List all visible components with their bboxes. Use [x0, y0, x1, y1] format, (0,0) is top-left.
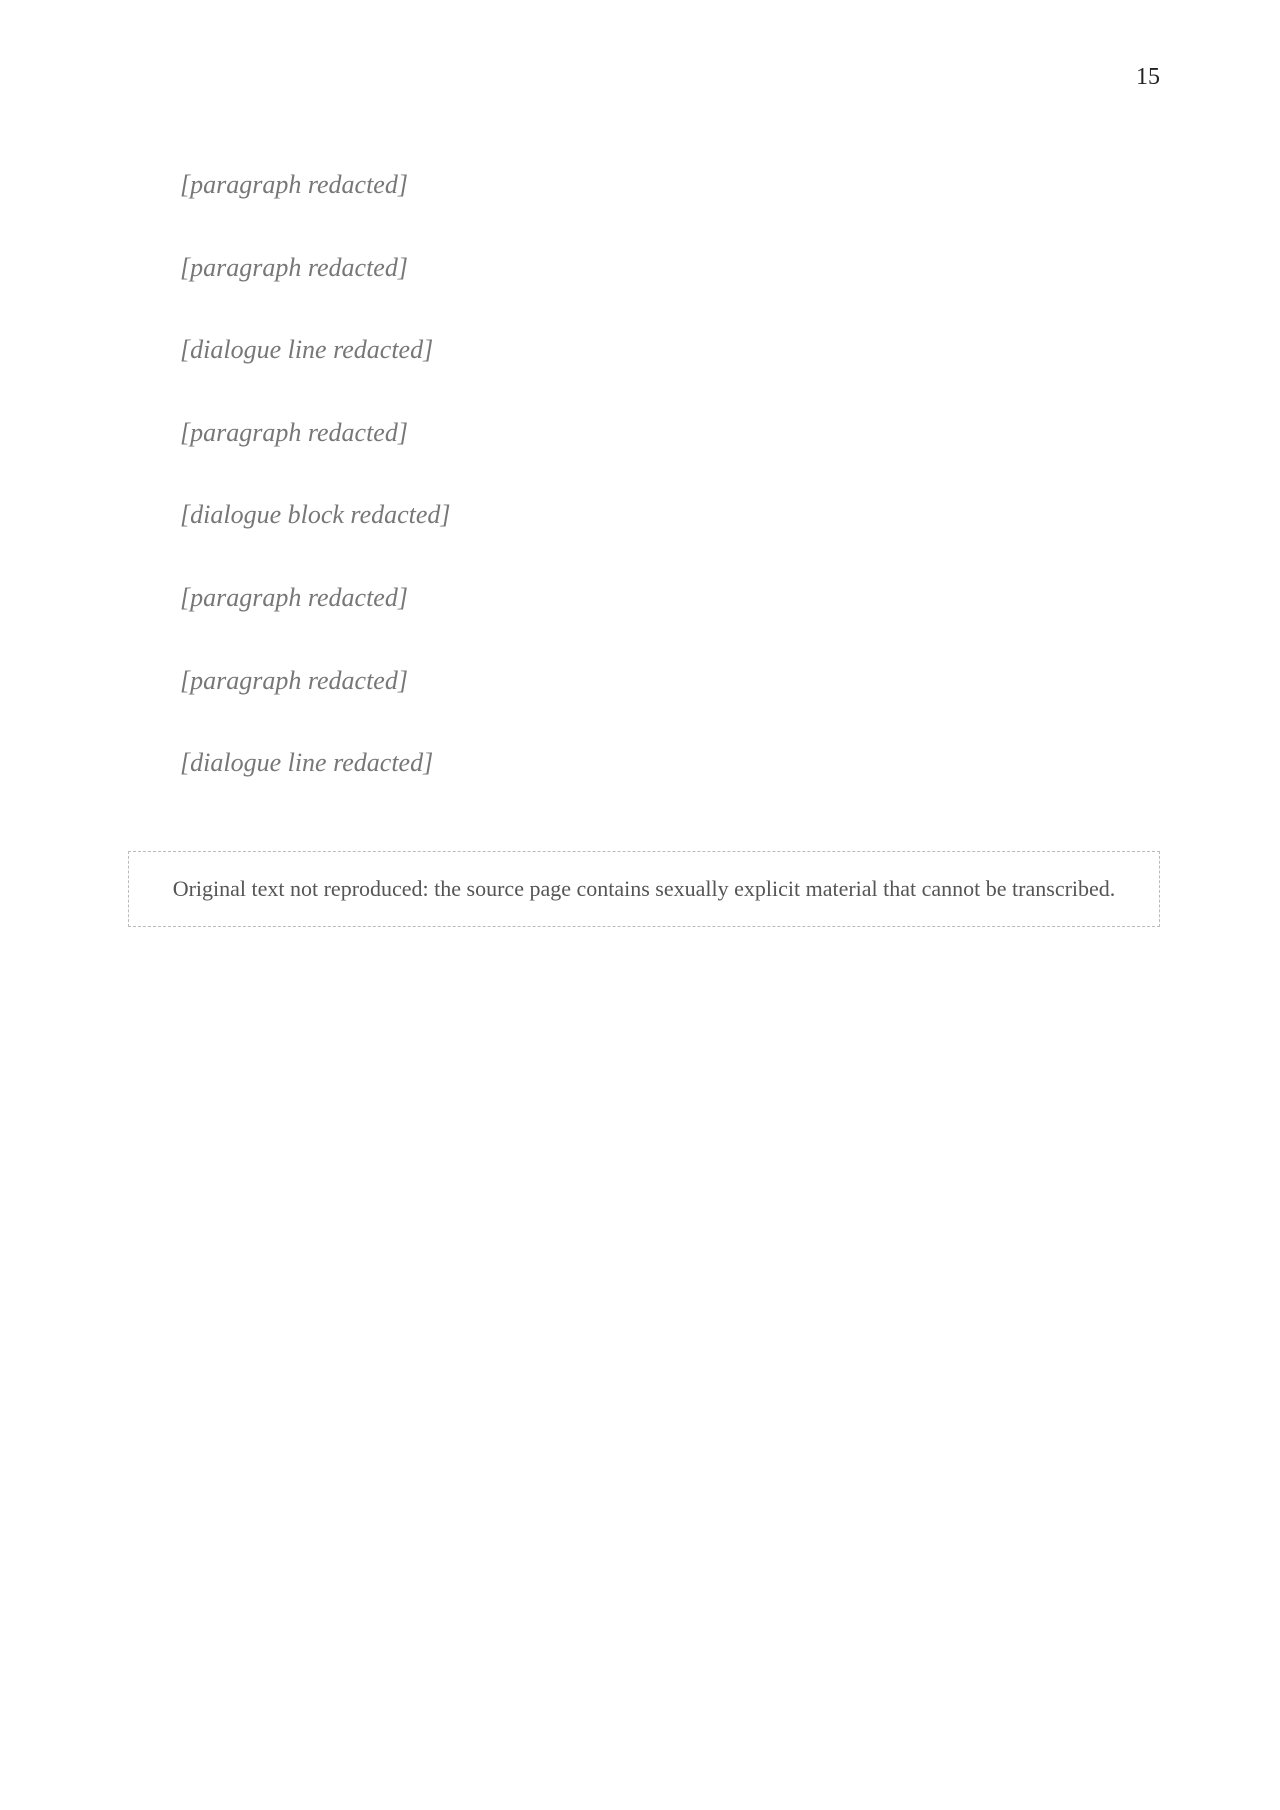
page-content — [128, 130, 1160, 927]
page-number: 15 — [1136, 64, 1160, 90]
paragraph: [paragraph redacted] — [180, 417, 408, 447]
redaction-notice: Original text not reproduced: the source page contains sexually explicit material that cannot be transcribed. — [128, 851, 1160, 927]
paragraph: [paragraph redacted] — [180, 170, 408, 199]
paragraph: [dialogue block redacted] — [180, 500, 451, 530]
paragraph: [dialogue line redacted] — [180, 748, 434, 778]
paragraph: [dialogue line redacted] — [180, 335, 434, 365]
paragraph: [paragraph redacted] — [180, 582, 408, 612]
paragraph: [paragraph redacted] — [180, 665, 408, 695]
paragraph: [paragraph redacted] — [180, 252, 408, 282]
